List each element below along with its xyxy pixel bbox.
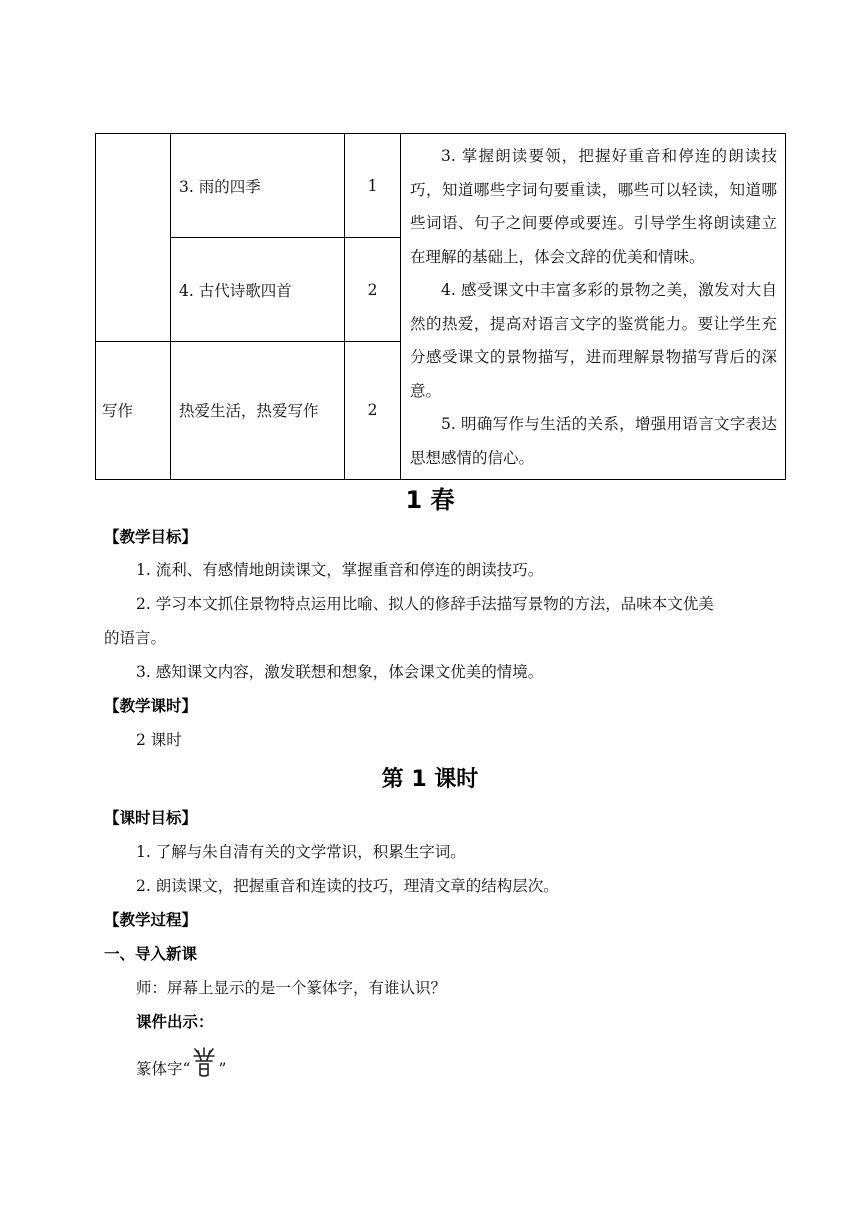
lesson-title: 1 春 xyxy=(405,486,455,514)
objective-1: 1. 流利、有感情地朗读课文，掌握重音和停连的朗读技巧。 xyxy=(136,561,544,579)
table-row xyxy=(96,134,786,238)
seal-script-chun-icon xyxy=(191,1046,217,1082)
hours-heading: 【教学课时】 xyxy=(104,697,198,715)
hours-text: 2 课时 xyxy=(136,731,182,749)
goal-5: 5. 明确写作与生活的关系，增强用语言文字表达思想感情的信心。 xyxy=(410,415,777,467)
unit-cell xyxy=(96,134,171,342)
hours-cell: 2 xyxy=(345,238,401,341)
courseware-label: 课件出示： xyxy=(136,1013,214,1031)
hours-cell: 1 xyxy=(345,134,401,238)
unit-plan-table xyxy=(95,133,786,480)
seal-line xyxy=(136,1052,226,1088)
unit-cell: 写作 xyxy=(96,341,171,479)
seal-suffix: ” xyxy=(218,1060,227,1078)
hours-cell: 2 xyxy=(345,341,401,479)
teacher-line: 师：屏幕上显示的是一个篆体字，有谁认识？ xyxy=(136,979,447,997)
goal-3: 3. 掌握朗读要领，把握好重音和停连的朗读技巧，知道哪些字词句要重读，哪些可以轻读，知道哪些词语、句子之间要停或要连。引导学生将朗读建立在理解的基础上，体会文辞的优美和情味。 xyxy=(410,147,777,266)
goal-4: 4. 感受课文中丰富多彩的景物之美，激发对大自然的热爱，提高对语言文字的鉴赏能力。要让学生充分感受课文的景物描写，进而理解景物描写背后的深意。 xyxy=(410,281,777,400)
seal-prefix: 篆体字“ xyxy=(136,1060,191,1078)
objective-2-cont: 的语言。 xyxy=(104,629,167,647)
goals-cell xyxy=(401,134,786,480)
lesson-title-cell: 4. 古代诗歌四首 xyxy=(171,238,345,341)
period-objective-1: 1. 了解与朱自清有关的文学常识，积累生字词。 xyxy=(136,843,466,861)
objectives-heading: 【教学目标】 xyxy=(104,528,198,546)
objective-3: 3. 感知课文内容，激发联想和想象，体会课文优美的情境。 xyxy=(136,663,544,681)
objective-2: 2. 学习本文抓住景物特点运用比喻、拟人的修辞手法描写景物的方法，品味本文优美 xyxy=(136,595,714,613)
period-objectives-heading: 【课时目标】 xyxy=(104,809,198,827)
process-heading: 【教学过程】 xyxy=(104,911,198,929)
period-objective-2: 2. 朗读课文，把握重音和连读的技巧，理清文章的结构层次。 xyxy=(136,877,559,895)
lesson-title-cell: 热爱生活，热爱写作 xyxy=(171,341,345,479)
lesson-title-cell: 3. 雨的四季 xyxy=(171,134,345,238)
section-1-heading: 一、导入新课 xyxy=(104,945,198,963)
period-title: 第 1 课时 xyxy=(381,767,479,792)
